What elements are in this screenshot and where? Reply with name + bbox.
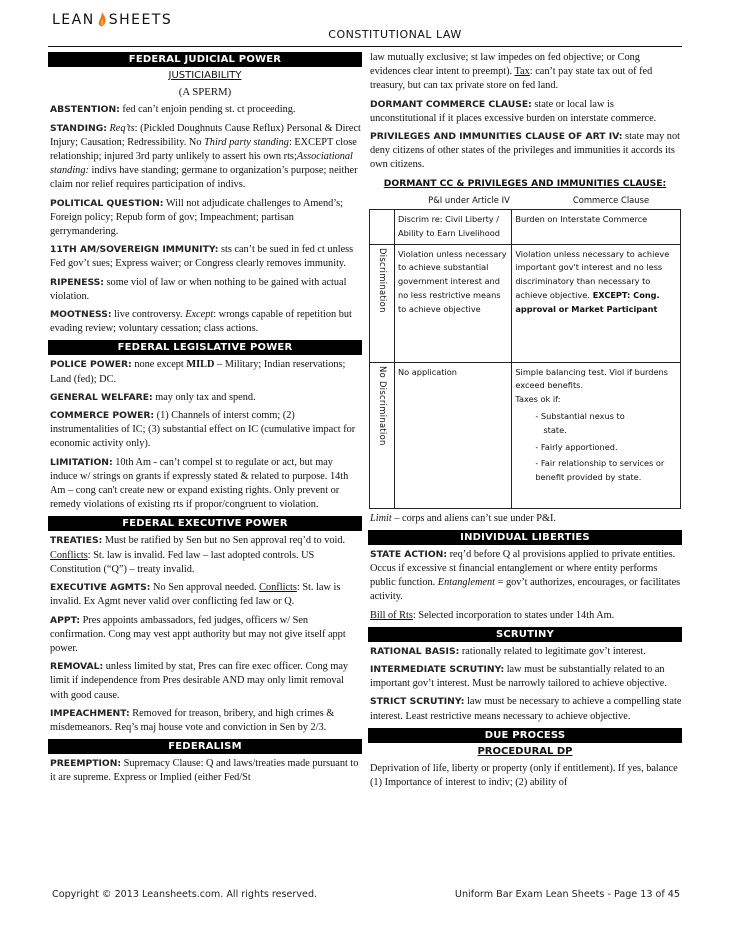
intermediate-scrutiny: INTERMEDIATE SCRUTINY: law must be substantially related to an important gov’t interest. Must be narrowly tailored to achieve objective. — [370, 664, 667, 690]
section-bar-legislative: FEDERAL LEGISLATIVE POWER — [48, 340, 362, 355]
sovereign-immunity: 11TH AM/SOVEREIGN IMMUNITY: sts can’t be sued in fed ct unless Fed gov’t sues; Express waiver; or Congress clearly removes immunity. — [50, 244, 354, 270]
row-label-no-discrimination: No Discrimination — [370, 362, 395, 508]
procedural-dp-text: Deprivation of life, liberty or property (only if entitlement). If yes, balance (1) Importance of interest to indiv; (2) ability of — [370, 763, 678, 789]
treaties: TREATIES: Must be ratified by Sen but no Sen approval req’d to void. Conflicts: St. law is invalid. Fed law – last adopted controls. US Constitution (“Q”) – treaty invalid. — [50, 535, 346, 575]
comparison-table-header — [368, 193, 682, 207]
table-cell — [370, 210, 395, 245]
table-row — [370, 244, 681, 362]
document-title: CONSTITUTIONAL LAW — [328, 28, 462, 41]
mootness: MOOTNESS: live controversy. Except: wrongs capable of repetition but evading review; voluntary cessation; class actions. — [50, 309, 352, 335]
table-cell: Simple balancing test. Viol if burdens exceed benefits. Taxes ok if: - Substantial nexus to state. - Fairly apportioned. - Fair relationship to services or benefit provided by state. — [512, 362, 681, 508]
table-cell: Burden on Interstate Commerce — [512, 210, 681, 245]
general-welfare: GENERAL WELFARE: may only tax and spend. — [50, 391, 256, 403]
limit-note: Limit – corps and aliens can’t sue under P&I. — [370, 512, 556, 524]
table-cell: Violation unless necessary to achieve substantial government interest and no less restrictive means to achieve objective — [395, 244, 512, 362]
flame-icon — [97, 12, 107, 28]
state-action: STATE ACTION: req’d before Q al provisions applied to private entities. Occus if excessive st financial entanglement or where entity performs public function. Entanglement = gov’t authorizes, encourages, or facilitates activity. — [370, 548, 681, 603]
logo-text-left: LEAN — [52, 12, 95, 28]
table-cell: Discrim re: Civil Liberty / Ability to Earn Livelihood — [395, 210, 512, 245]
section-bar-due-process: DUE PROCESS — [368, 728, 682, 743]
footer-page-number: Uniform Bar Exam Lean Sheets - Page 13 of 45 — [454, 889, 680, 900]
section-bar-federalism: FEDERALISM — [48, 739, 362, 754]
abstention: ABSTENTION: fed can’t enjoin pending st. ct proceeding. — [50, 104, 296, 116]
appointment: APPT: Pres appoints ambassadors, fed judges, officers w/ Sen confirmation. Cong may vest appt authority but may not give itself appt power. — [50, 614, 346, 654]
section-bar-individual-liberties: INDIVIDUAL LIBERTIES — [368, 530, 682, 545]
dormant-commerce-clause: DORMANT COMMERCE CLAUSE: state or local law is unconstitutional if it places excessive burden on interstate commerce. — [370, 98, 657, 124]
column-header-commerce: Commerce Clause — [572, 194, 650, 205]
rational-basis: RATIONAL BASIS: rationally related to legitimate gov’t interest. — [370, 645, 646, 657]
executive-agreements: EXECUTIVE AGMTS: No Sen approval needed. Conflicts: St. law is invalid. Ex Agmt never valid over conflicting fed law or Q. — [50, 582, 341, 608]
row-label-discrimination: Discrimination — [370, 244, 395, 362]
political-question: POLITICAL QUESTION: Will not adjudicate challenges to Amend’s; Foreign policy; Repub form of gov; Impeachment; partisan gerrymandering. — [50, 197, 343, 238]
ripeness: RIPENESS: some viol of law or when nothing to be gained with actual violation. — [50, 276, 347, 302]
subheading-justiciability: JUSTICIABILITY — [168, 70, 242, 81]
table-cell: Violation unless necessary to achieve important gov't interest and no less discriminatory than necessary to achieve objective. EXCEPT: Cong. approval or Market Participant — [512, 244, 681, 362]
limitation: LIMITATION: 10th Am - can’t compel st to regulate or act, but may induce w/ strings on grants if expressly stated & related to purpose. 14th Am – cong can't create new or expand existing rights. Only prevent or remedy violations of existing rts if propor/congruent to violation. — [50, 456, 349, 511]
standing: STANDING: Req’ts: (Pickled Doughnuts Cause Reflux) Personal & Direct Injury; Causation; Redressibility. No Third party standing: EXCEPT close relationship; injured 3rd party unlikely to assert his own rts;Associational standing: indivs have standing; germane to organization’s purpose; neither claim nor relief requires participation of indivs. — [50, 122, 361, 191]
table-cell: No application — [395, 362, 512, 508]
right-column — [368, 52, 682, 794]
removal: REMOVAL: unless limited by stat, Pres can fire exec officer. Cong may limit if independence from Pres desirable AND may only limit removal with good cause. — [50, 661, 349, 701]
logo-text-right: SHEETS — [108, 12, 173, 28]
police-power: POLICE POWER: none except MILD – Military; Indian reservations; Land (fed); DC. — [50, 359, 346, 385]
left-column — [48, 52, 362, 790]
commerce-power: COMMERCE POWER: (1) Channels of interst comm; (2) instrumentalities of IC; (3) substantial effect on IC (cumulative impact for economic activity only). — [50, 410, 356, 450]
table-row — [370, 362, 681, 508]
comparison-table-title: DORMANT CC & PRIVILEGES AND IMMUNITIES CLAUSE: — [383, 177, 667, 189]
privileges-immunities: PRIVILEGES AND IMMUNITIES CLAUSE OF ART IV: state may not deny citizens of other states of the privileges and immunities it accords its own citizens. — [370, 131, 680, 171]
section-bar-judicial: FEDERAL JUDICIAL POWER — [48, 52, 362, 67]
subheading-procedural-dp: PROCEDURAL DP — [477, 745, 573, 757]
leansheets-logo — [52, 12, 172, 28]
section-bar-scrutiny: SCRUTINY — [368, 627, 682, 642]
impeachment: IMPEACHMENT: Removed for treason, bribery, and high crimes & misdemeanors. Req’s maj house vote and conviction in Sen by 2/3. — [50, 707, 335, 733]
column-header-pi: P&I under Article IV — [428, 194, 510, 205]
header-divider — [48, 46, 682, 47]
footer-copyright: Copyright © 2013 Leansheets.com. All rights reserved. — [52, 889, 318, 900]
section-bar-executive: FEDERAL EXECUTIVE POWER — [48, 516, 362, 531]
mnemonic: (A SPERM) — [178, 86, 232, 99]
strict-scrutiny: STRICT SCRUTINY: law must be necessary to achieve a compelling state interest. Least restrictive means necessary to achieve objective. — [370, 696, 682, 722]
preemption-continued: law mutually exclusive; st law impedes on fed objective; or Cong evidences clear intent to preempt). Tax: can’t pay state tax out of fed treasury, but can tax private store on fed land. — [370, 52, 653, 92]
preemption: PREEMPTION: Supremacy Clause: Q and laws/treaties made pursuant to it are supreme. Express or Implied (either Fed/St — [50, 758, 359, 784]
comparison-table — [369, 209, 681, 509]
table-row — [370, 210, 681, 245]
bill-of-rights: Bill of Rts: Selected incorporation to states under 14th Am. — [370, 609, 615, 621]
